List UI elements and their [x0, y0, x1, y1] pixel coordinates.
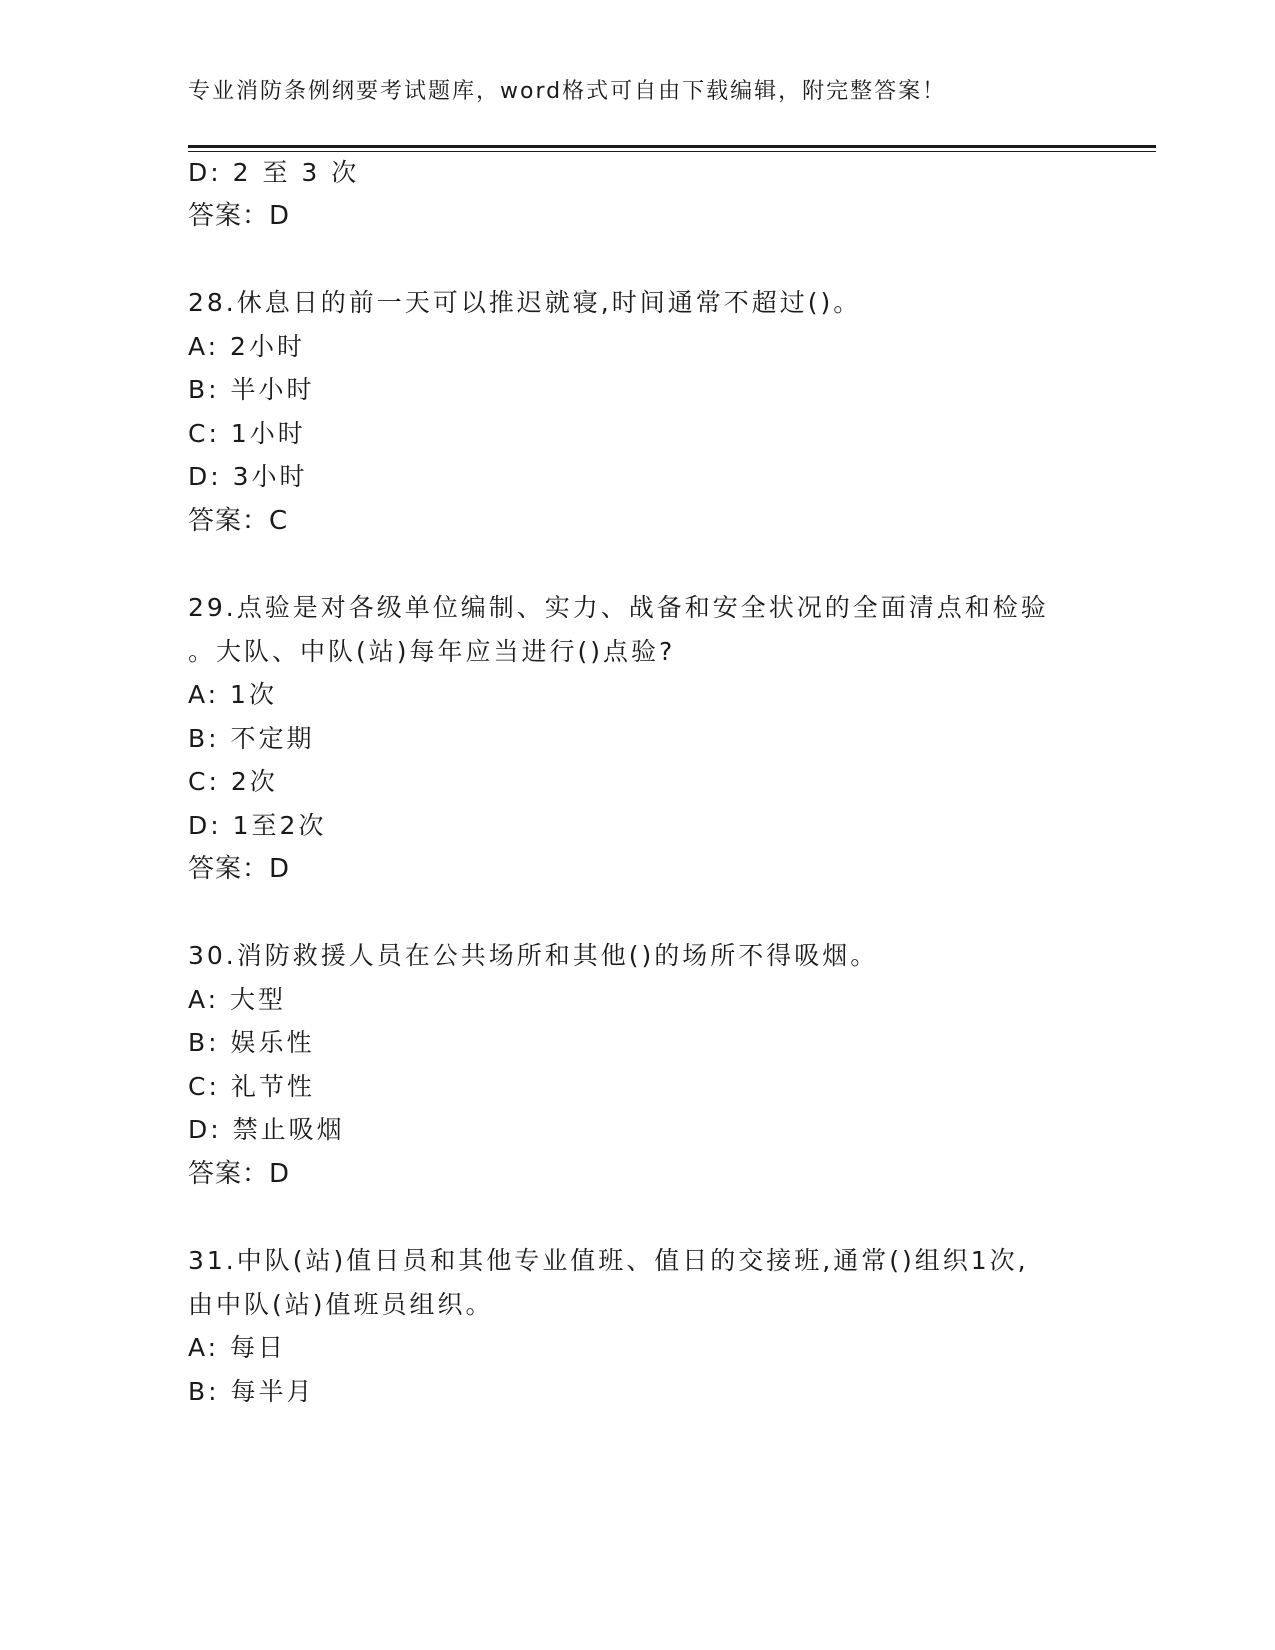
question-stem: 29.点验是对各级单位编制、实力、战备和安全状况的全面清点和检验	[188, 593, 1049, 622]
option-c: C: 2次	[188, 767, 278, 796]
option-a: A: 大型	[188, 985, 287, 1014]
option-c: C: 礼节性	[188, 1072, 315, 1101]
option-b: B: 不定期	[188, 724, 315, 753]
question-stem-continued: 由中队(站)值班员组织。	[188, 1290, 494, 1319]
option-b: B: 每半月	[188, 1377, 315, 1406]
answer: 答案：D	[188, 854, 291, 884]
option-a: A: 每日	[188, 1333, 287, 1362]
answer: 答案：D	[188, 201, 291, 231]
option-d: D: 1至2次	[188, 811, 327, 840]
question-stem: 31.中队(站)值日员和其他专业值班、值日的交接班,通常()组织1次,	[188, 1246, 1029, 1275]
option-a: A: 1次	[188, 680, 277, 709]
option-d: D: 禁止吸烟	[188, 1115, 345, 1144]
option-c: C: 1小时	[188, 419, 306, 448]
question-stem-continued: 。大队、中队(站)每年应当进行()点验?	[188, 637, 676, 666]
option-a: A: 2小时	[188, 332, 305, 361]
option-b: B: 半小时	[188, 375, 315, 404]
header-rule-thick	[188, 145, 1156, 148]
answer: 答案：D	[188, 1159, 291, 1189]
option-d: D: 2 至 3 次	[188, 158, 360, 187]
option-d: D: 3小时	[188, 462, 308, 491]
question-stem: 30.消防救援人员在公共场所和其他()的场所不得吸烟。	[188, 941, 879, 970]
page-header: 专业消防条例纲要考试题库，word格式可自由下载编辑，附完整答案！	[188, 79, 947, 104]
answer: 答案：C	[188, 506, 289, 536]
option-b: B: 娱乐性	[188, 1028, 315, 1057]
header-rule-thin	[188, 151, 1156, 152]
question-stem: 28.休息日的前一天可以推迟就寝,时间通常不超过()。	[188, 288, 862, 317]
